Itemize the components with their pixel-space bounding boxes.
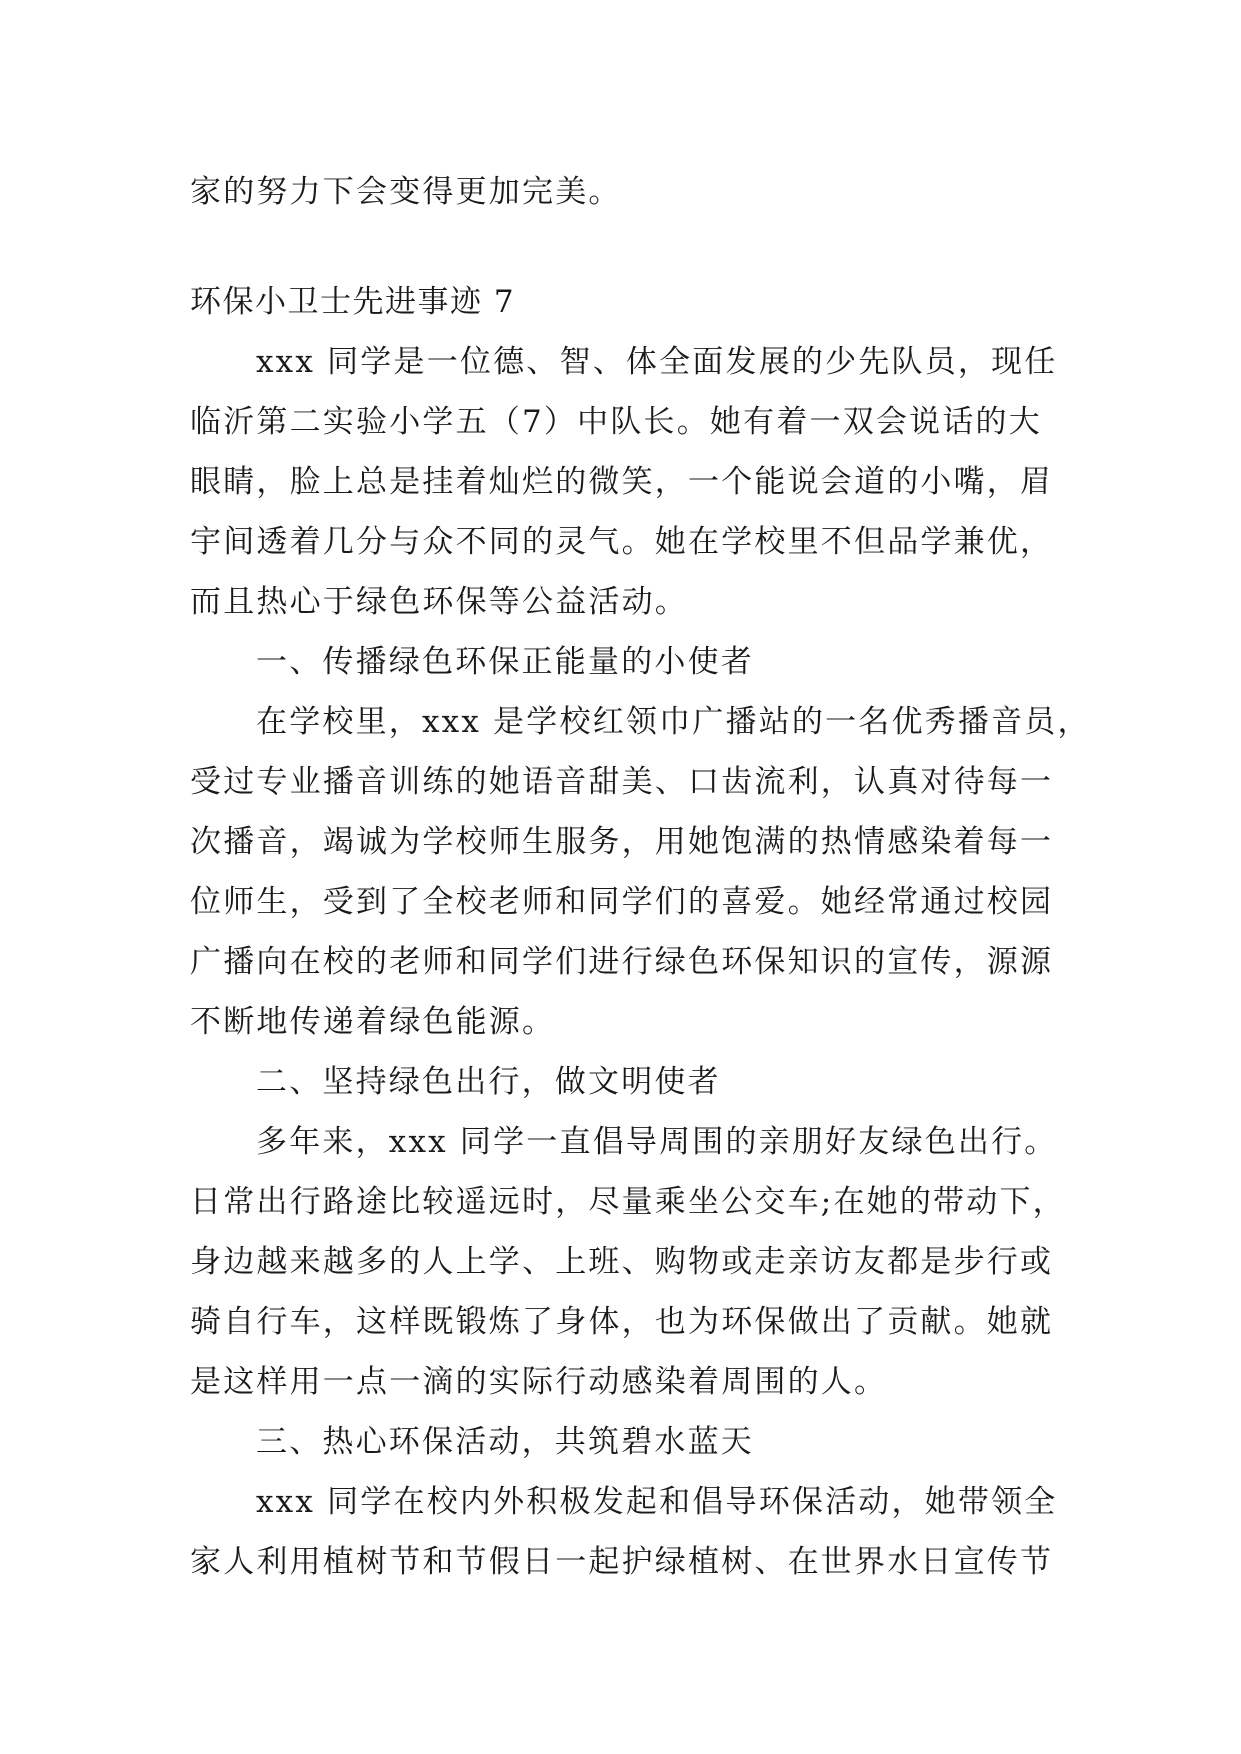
intro-line: 眼睛，脸上总是挂着灿烂的微笑，一个能说会道的小嘴，眉 <box>190 464 1054 500</box>
intro-line: 临沂第二实验小学五（7）中队长。她有着一双会说话的大 <box>190 404 1042 440</box>
section2-line: 日常出行路途比较遥远时，尽量乘坐公交车;在她的带动下， <box>190 1184 1066 1220</box>
section3-line: xxx 同学在校内外积极发起和倡导环保活动，她带领全 <box>256 1484 1058 1520</box>
section-title: 环保小卫士先进事迹 7 <box>190 284 516 320</box>
section3-heading: 三、热心环保活动，共筑碧水蓝天 <box>256 1424 754 1460</box>
section1-line: 次播音，竭诚为学校师生服务，用她饱满的热情感染着每一 <box>190 824 1054 860</box>
document-page <box>190 162 1091 1592</box>
section2-line: 骑自行车，这样既锻炼了身体，也为环保做出了贡献。她就 <box>190 1304 1054 1340</box>
intro-line: xxx 同学是一位德、智、体全面发展的少先队员，现任 <box>256 344 1058 380</box>
section2-line: 是这样用一点一滴的实际行动感染着周围的人。 <box>190 1364 888 1400</box>
section3-line: 家人利用植树节和节假日一起护绿植树、在世界水日宣传节 <box>190 1544 1054 1580</box>
section2-line: 身边越来越多的人上学、上班、购物或走亲访友都是步行或 <box>190 1244 1054 1280</box>
paragraph-gap <box>190 222 1070 272</box>
section1-line: 不断地传递着绿色能源。 <box>190 1004 556 1040</box>
section1-line: 受过专业播音训练的她语音甜美、口齿流利，认真对待每一 <box>190 764 1054 800</box>
intro-line: 而且热心于绿色环保等公益活动。 <box>190 584 688 620</box>
section1-heading: 一、传播绿色环保正能量的小使者 <box>256 644 754 680</box>
section1-line: 在学校里，xxx 是学校红领巾广播站的一名优秀播音员， <box>256 704 1091 740</box>
section2-line: 多年来，xxx 同学一直倡导周围的亲朋好友绿色出行。 <box>256 1124 1058 1160</box>
intro-line: 宇间透着几分与众不同的灵气。她在学校里不但品学兼优， <box>190 524 1054 560</box>
section2-heading: 二、坚持绿色出行，做文明使者 <box>256 1064 721 1100</box>
continuation-line: 家的努力下会变得更加完美。 <box>190 174 622 210</box>
section1-line: 位师生，受到了全校老师和同学们的喜爱。她经常通过校园 <box>190 884 1054 920</box>
section1-line: 广播向在校的老师和同学们进行绿色环保知识的宣传，源源 <box>190 944 1054 980</box>
